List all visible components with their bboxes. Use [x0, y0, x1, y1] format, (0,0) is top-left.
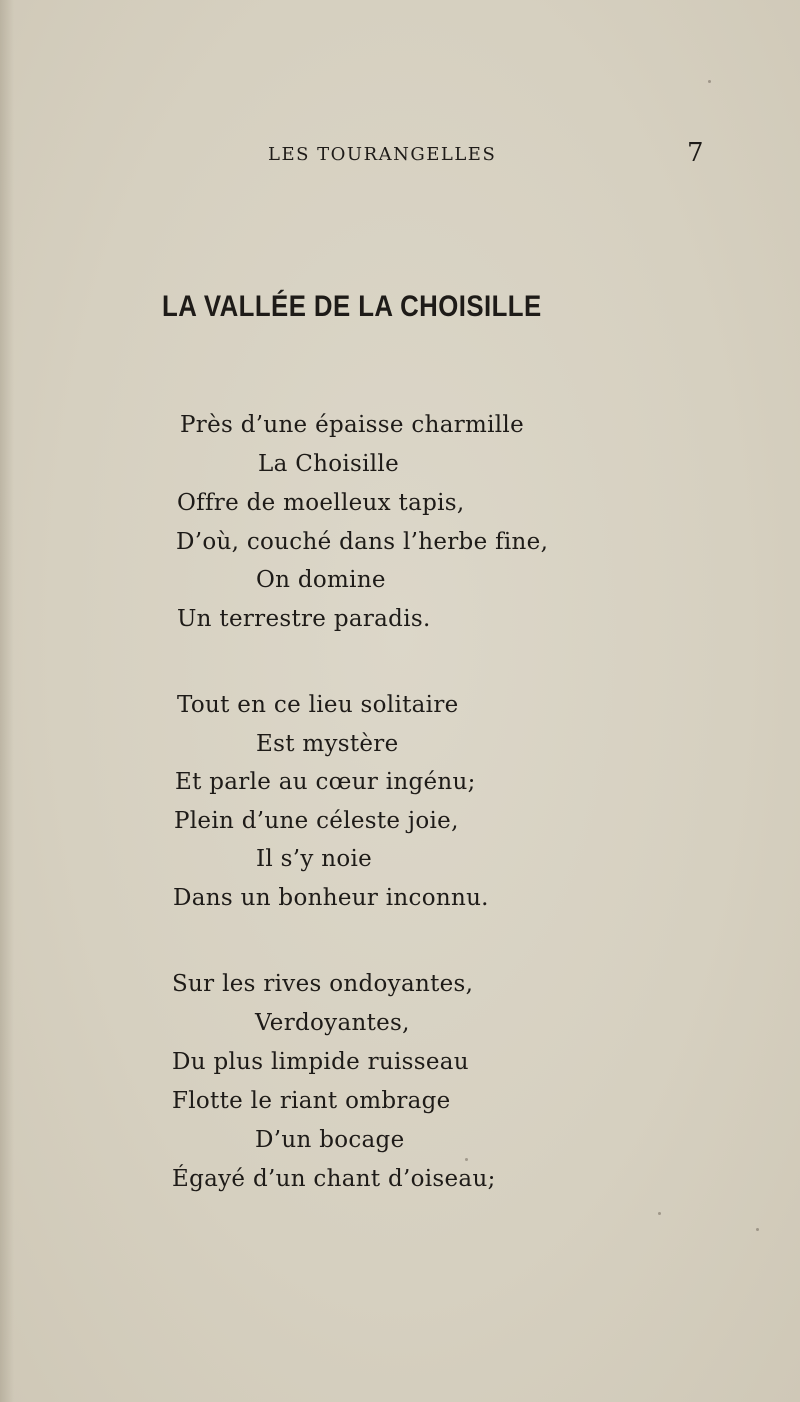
page-number: 7: [687, 138, 704, 168]
verse-line: Flotte le riant ombrage: [172, 1088, 451, 1114]
running-title: LES TOURANGELLES: [268, 144, 497, 165]
poem-title: LA VALLÉE DE LA CHOISILLE: [162, 290, 542, 323]
verse-line: Sur les rives ondoyantes,: [172, 971, 474, 997]
verse-line: Et parle au cœur ingénu;: [175, 769, 476, 795]
paper-speck: [658, 1212, 661, 1215]
paper-speck: [465, 1158, 468, 1161]
verse-line: Plein d’une céleste joie,: [174, 808, 459, 834]
verse-line: Du plus limpide ruisseau: [172, 1049, 469, 1075]
verse-line: D’où, couché dans l’herbe fine,: [176, 529, 549, 555]
paper-speck: [756, 1228, 759, 1231]
verse-line: Il s’y noie: [256, 846, 373, 872]
verse-line: La Choisille: [258, 451, 399, 477]
verse-line: Verdoyantes,: [255, 1010, 410, 1036]
verse-line: Tout en ce lieu solitaire: [177, 692, 459, 718]
verse-line: D’un bocage: [255, 1127, 405, 1153]
verse-line: Près d’une épaisse charmille: [180, 412, 524, 438]
verse-line: Un terrestre paradis.: [177, 606, 431, 632]
paper-speck: [708, 80, 711, 83]
verse-line: Est mystère: [256, 731, 399, 757]
verse-line: Dans un bonheur inconnu.: [173, 885, 489, 911]
page-gutter-shadow: [0, 0, 14, 1402]
verse-line: On domine: [256, 567, 386, 593]
verse-line: Égayé d’un chant d’oiseau;: [172, 1166, 496, 1192]
verse-line: Offre de moelleux tapis,: [177, 490, 465, 516]
